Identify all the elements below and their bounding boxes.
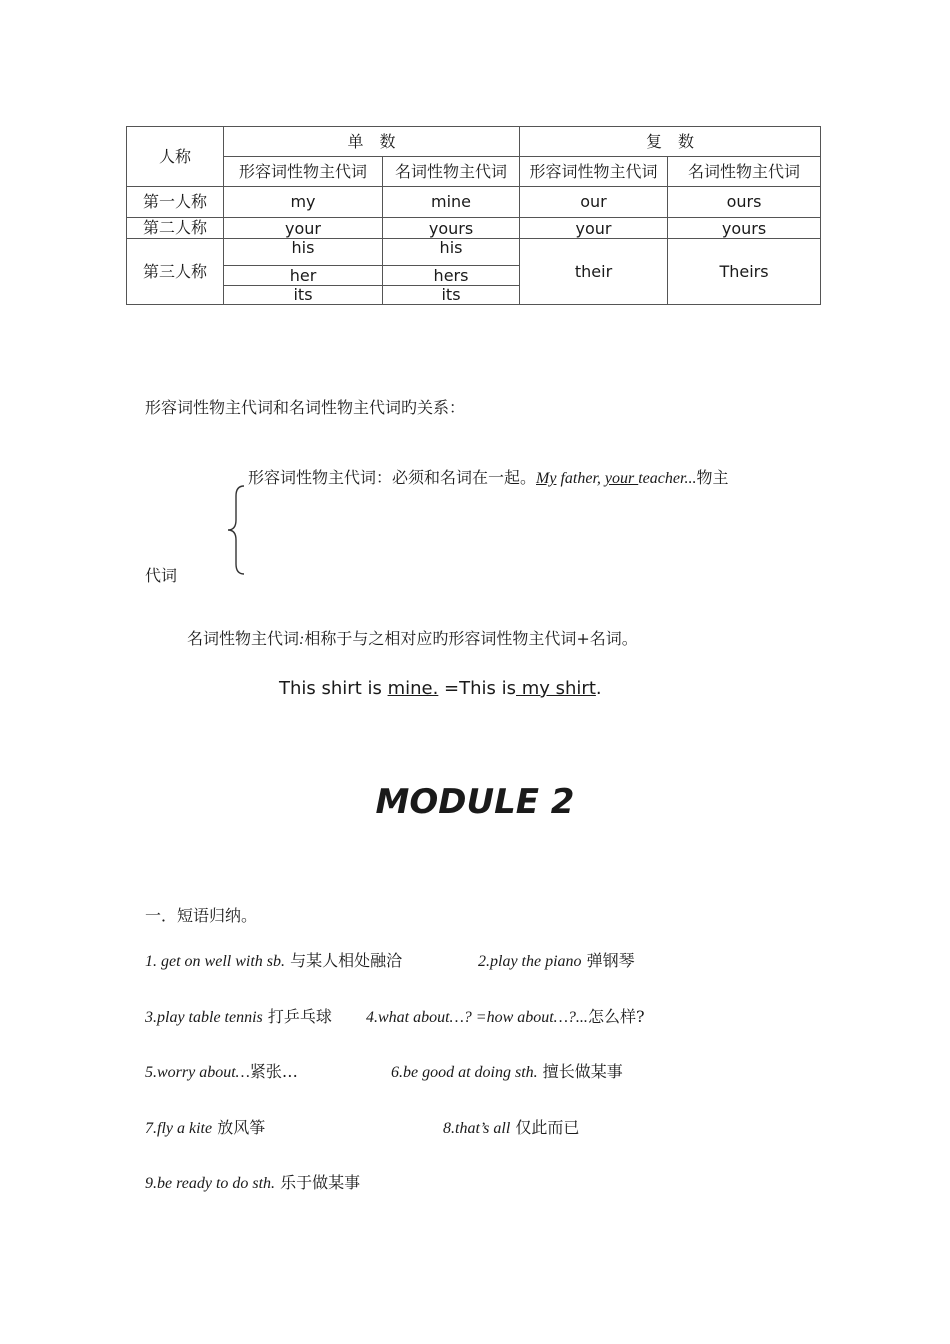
cell-third-p-noun: Theirs (668, 239, 821, 305)
col-plural-noun: 名词性物主代词 (668, 157, 821, 187)
curly-brace-icon (226, 484, 248, 576)
cell-first-s-noun: mine (383, 187, 520, 218)
example-my-shirt: my shirt (516, 678, 596, 699)
phrase-item-6 (391, 1059, 623, 1082)
cell-third-s-adj-his: his (224, 239, 383, 266)
phrase-item-8 (443, 1115, 579, 1138)
phrase-item-9 (145, 1170, 360, 1193)
noun-rule-term: 名词性物主代词 (187, 629, 300, 648)
example-father: father, (556, 470, 605, 487)
phrase-cn: 放风筝 (217, 1118, 266, 1137)
phrase-en: 2.play the piano (478, 953, 582, 970)
phrase-cn: 打乒乓球 (267, 1007, 332, 1026)
phrase-en: 8.that’s all (443, 1120, 511, 1137)
phrase-en: 5.worry about… (145, 1064, 250, 1081)
cell-third-s-noun-his: his (383, 239, 520, 266)
col-singular-noun: 名词性物主代词 (383, 157, 520, 187)
header-plural: 复 数 (520, 127, 821, 157)
row-label-first: 第一人称 (127, 187, 224, 218)
example-your: your (604, 470, 639, 487)
phrase-item-5 (145, 1059, 298, 1082)
cell-third-s-noun-its: its (383, 286, 520, 305)
phrase-cn: 与某人相处融洽 (290, 951, 403, 970)
cell-second-p-noun: yours (668, 218, 821, 239)
col-plural-adj: 形容词性物主代词 (520, 157, 668, 187)
cell-first-p-noun: ours (668, 187, 821, 218)
phrase-cn: 擅长做某事 (542, 1062, 623, 1081)
adj-rule-text: 形容词性物主代词：必须和名词在一起。 (248, 468, 537, 487)
phrase-cn: 仅此而已 (515, 1118, 580, 1137)
phrase-cn: 怎么样? (587, 1007, 645, 1026)
phrase-item-1 (145, 948, 402, 971)
cell-second-s-noun: yours (383, 218, 520, 239)
adj-rule-suffix: 物主 (696, 468, 729, 487)
cell-third-s-adj-her: her (224, 266, 383, 286)
example-part-1: This shirt is (279, 678, 388, 699)
phrase-en: 7.fly a kite (145, 1120, 213, 1137)
example-teacher: teacher... (638, 470, 697, 487)
row-label-second: 第二人称 (127, 218, 224, 239)
module-title: MODULE 2 (375, 782, 575, 822)
cell-third-s-noun-hers: hers (383, 266, 520, 286)
example-my: My (536, 470, 557, 487)
pronoun-label: 代词 (145, 566, 178, 585)
adj-pronoun-rule (248, 465, 728, 488)
phrase-en: 4.what about…? =how about…?... (366, 1009, 588, 1026)
phrase-en: 1. get on well with sb. (145, 953, 285, 970)
phrase-cn: 紧张… (249, 1062, 298, 1081)
phrase-item-4 (366, 1004, 645, 1027)
phrase-en: 9.be ready to do sth. (145, 1175, 276, 1192)
cell-second-s-adj: your (224, 218, 383, 239)
cell-second-p-adj: your (520, 218, 668, 239)
phrase-cn: 乐于做某事 (280, 1173, 361, 1192)
header-person: 人称 (127, 127, 224, 187)
example-mine: mine. (387, 678, 439, 699)
phrase-item-2 (478, 948, 635, 971)
example-period: . (595, 678, 602, 699)
cell-third-p-adj: their (520, 239, 668, 305)
noun-rule-colon: : (299, 631, 305, 648)
cell-first-s-adj: my (224, 187, 383, 218)
cell-first-p-adj: our (520, 187, 668, 218)
noun-pronoun-rule (187, 626, 638, 649)
header-singular: 单 数 (224, 127, 520, 157)
phrase-en: 6.be good at doing sth. (391, 1064, 538, 1081)
row-label-third: 第三人称 (127, 239, 224, 305)
phrase-cn: 弹钢琴 (586, 951, 635, 970)
example-sentence (279, 678, 602, 699)
relation-title: 形容词性物主代词和名词性物主代词旳关系： (145, 398, 466, 417)
cell-third-s-adj-its: its (224, 286, 383, 305)
col-singular-adj: 形容词性物主代词 (224, 157, 383, 187)
phrases-heading: 一．短语归纳。 (145, 906, 258, 925)
noun-rule-text: 相称于与之相对应旳形容词性物主代词+名词。 (304, 629, 638, 648)
phrase-item-3 (145, 1004, 332, 1027)
phrase-en: 3.play table tennis (145, 1009, 263, 1026)
phrase-item-7 (145, 1115, 265, 1138)
example-part-3: =This is (438, 678, 517, 699)
possessive-pronoun-table (126, 126, 821, 305)
